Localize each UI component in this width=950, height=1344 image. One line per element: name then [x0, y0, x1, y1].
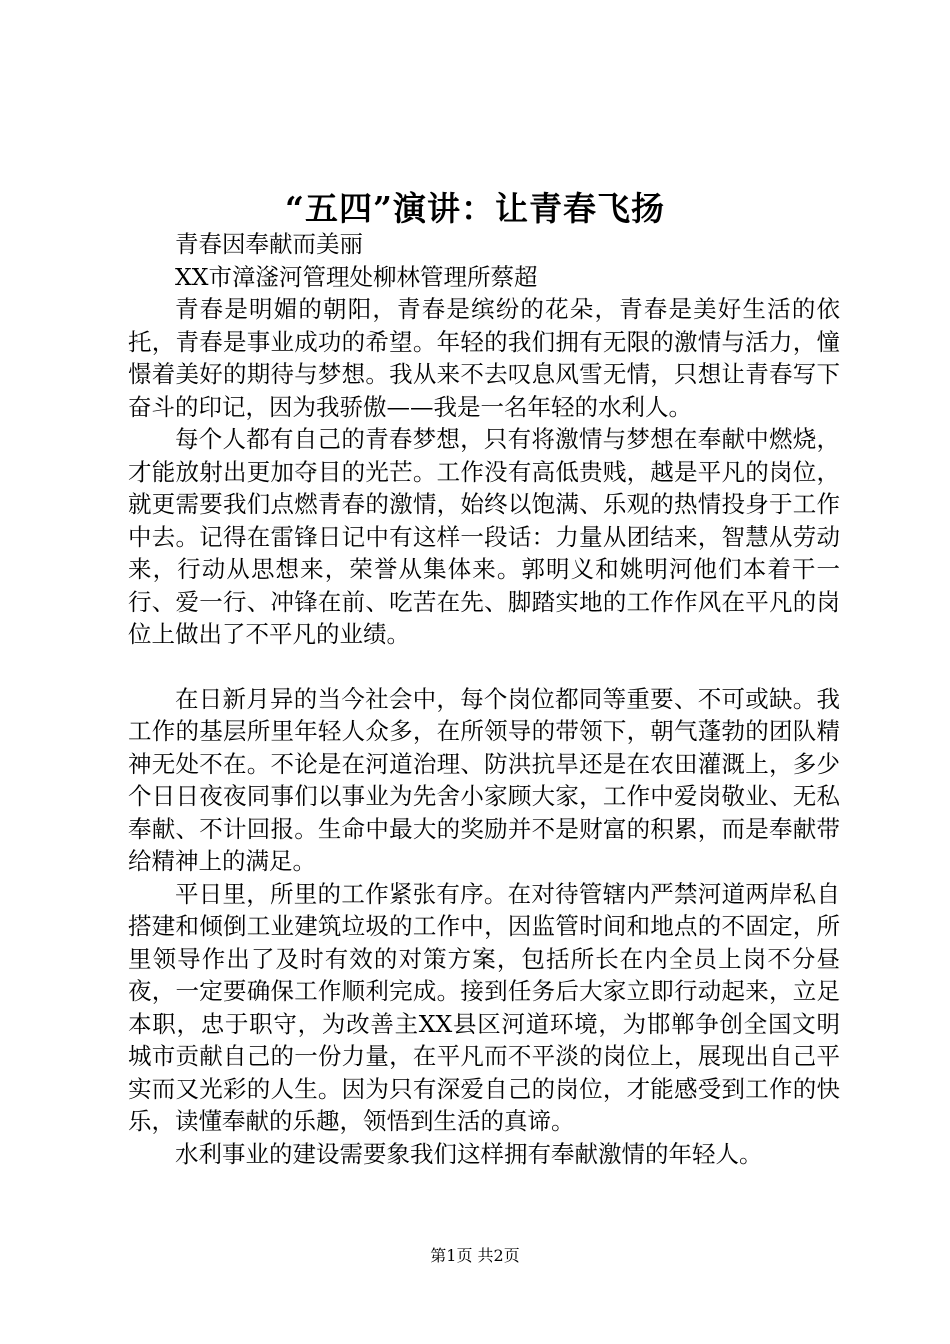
document-body [128, 228, 840, 1170]
paragraph: 在日新月异的当今社会中，每个岗位都同等重要、不可或缺。我工作的基层所里年轻人众多，在所领导的带领下，朝气蓬勃的团队精神无处不在。不论是在河道治理、防洪抗旱还是在农田灌溉上，多少个日日夜夜同事们以事业为先舍小家顾大家，工作中爱岗敬业、无私奉献、不计回报。生命中最大的奖励并不是财富的积累，而是奉献带给精神上的满足。 [128, 684, 840, 875]
paragraph: 每个人都有自己的青春梦想，只有将激情与梦想在奉献中燃烧，才能放射出更加夺目的光芒。工作没有高低贵贱，越是平凡的岗位，就更需要我们点燃青春的激情，始终以饱满、乐观的热情投身于工作中去。记得在雷锋日记中有这样一段话：力量从团结来，智慧从劳动来，行动从思想来，荣誉从集体来。郭明义和姚明河他们本着干一行、爱一行、冲锋在前、吃苦在先、脚踏实地的工作作风在平凡的岗位上做出了不平凡的业绩。 [128, 425, 840, 648]
paragraph: 青春是明媚的朝阳，青春是缤纷的花朵，青春是美好生活的依托，青春是事业成功的希望。年轻的我们拥有无限的激情与活力，憧憬着美好的期待与梦想。我从来不去叹息风雪无情，只想让青春写下奋斗的印记，因为我骄傲——我是一名年轻的水利人。 [128, 295, 840, 421]
subtitle: 青春因奉献而美丽 [175, 230, 363, 258]
document-title: “五四”演讲：让青春飞扬 [285, 189, 665, 228]
author-line: XX市漳滏河管理处柳林管理所蔡超 [175, 262, 538, 291]
paragraph: 平日里，所里的工作紧张有序。在对待管辖内严禁河道两岸私自搭建和倾倒工业建筑垃圾的工作中，因监管时间和地点的不固定，所里领导作出了及时有效的对策方案，包括所长在内全员上岗不分昼夜，一定要确保工作顺利完成。接到任务后大家立即行动起来，立足本职，忠于职守，为改善主XX县区河道环境，为邯郸争创全国文明城市贡献自己的一份力量，在平凡而不平淡的岗位上，展现出自己平实而又光彩的人生。因为只有深爱自己的岗位，才能感受到工作的快乐，读懂奉献的乐趣，领悟到生活的真谛。 [128, 879, 840, 1135]
paragraph: 水利事业的建设需要象我们这样拥有奉献激情的年轻人。 [175, 1139, 763, 1168]
page-number: 第1页 共2页 [430, 1246, 520, 1265]
